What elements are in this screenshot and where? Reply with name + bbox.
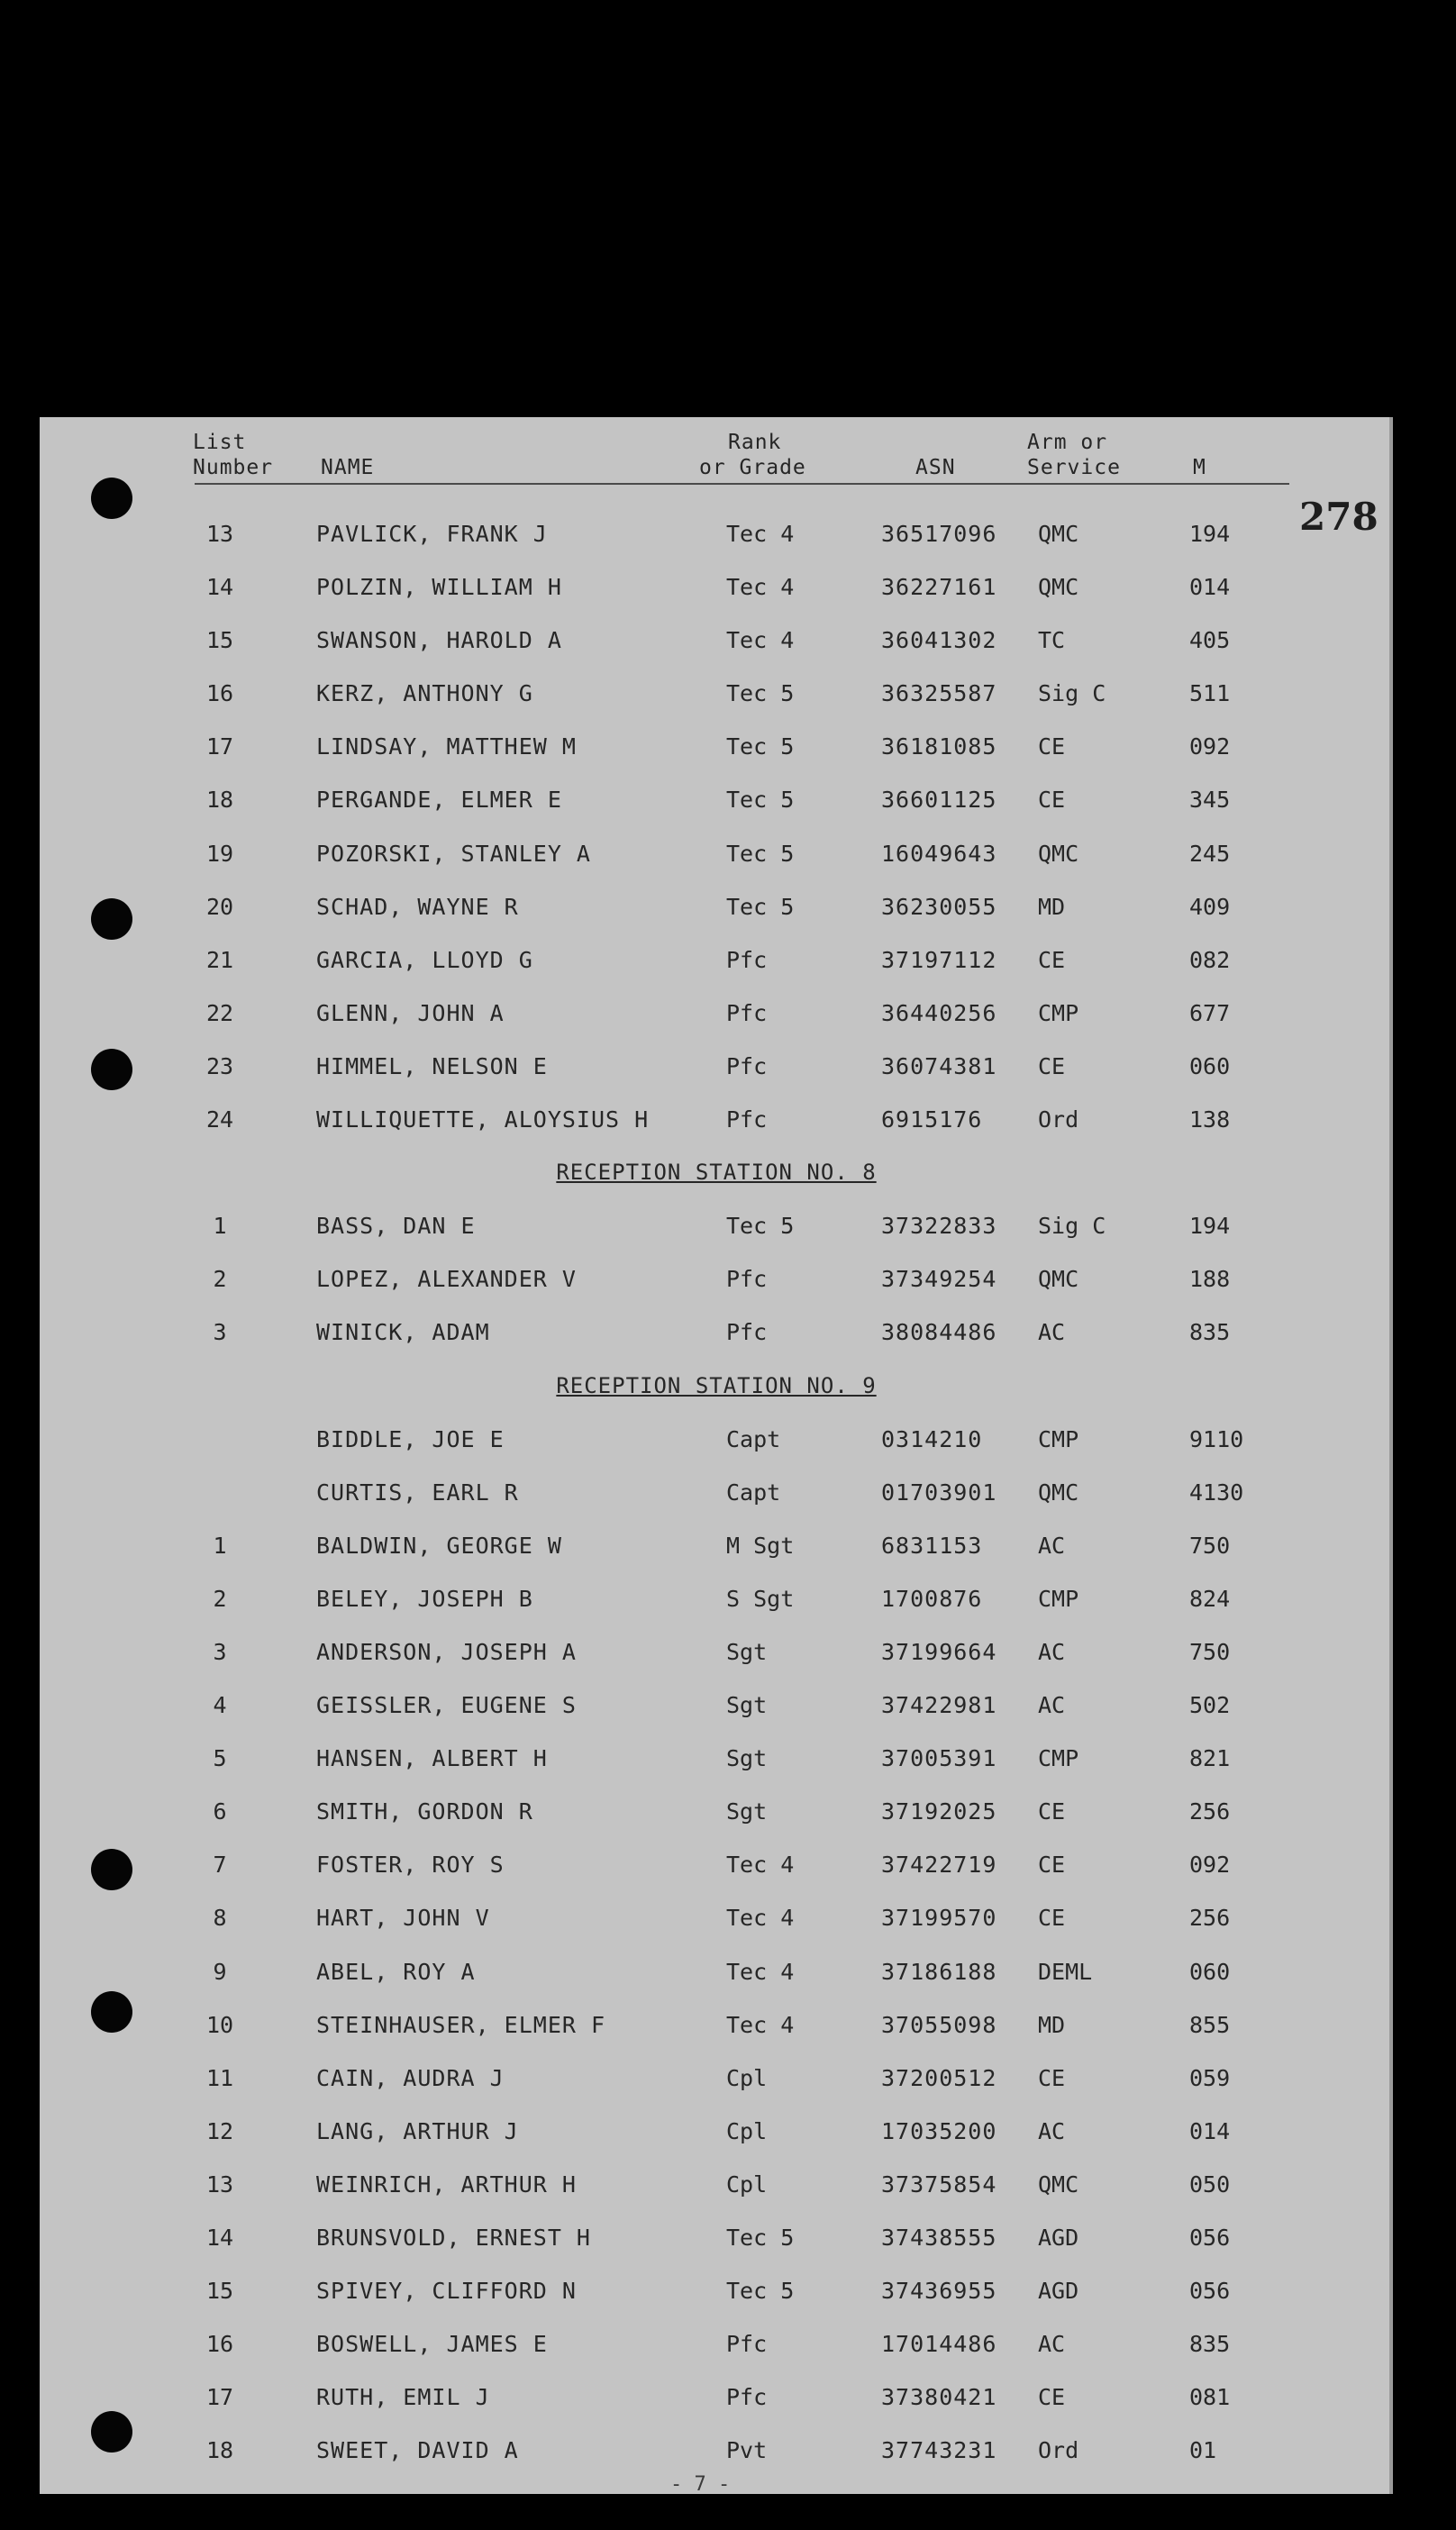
table-row [40, 1785, 1393, 1838]
name-cell: FOSTER, ROY S [316, 1852, 505, 1879]
name-cell: SCHAD, WAYNE R [316, 893, 519, 920]
arm-service-cell: CE [1038, 1052, 1066, 1079]
list-number-cell: 1 [213, 1532, 227, 1559]
code-cell: 056 [1189, 2225, 1231, 2251]
code-cell: 092 [1189, 1852, 1231, 1879]
name-cell: HIMMEL, NELSON E [316, 1052, 548, 1079]
rank-cell: Tec 5 [726, 2225, 795, 2251]
table-row [40, 1572, 1393, 1625]
rank-cell: S Sgt [726, 1585, 795, 1612]
name-cell: GLENN, JOHN A [316, 999, 505, 1026]
name-cell: SWEET, DAVID A [316, 2437, 519, 2464]
arm-service-cell: AGD [1038, 2225, 1079, 2251]
table-row [40, 507, 1393, 560]
name-cell: CURTIS, EARL R [316, 1479, 519, 1506]
list-number-cell: 8 [213, 1905, 227, 1932]
rank-cell: Sgt [726, 1798, 768, 1825]
code-cell: 9110 [1189, 1425, 1244, 1452]
list-number-cell: 13 [205, 521, 234, 547]
list-number-cell: 15 [205, 627, 234, 654]
rank-cell: Tec 4 [726, 1852, 795, 1879]
roster-block-2 [40, 1199, 1393, 1359]
list-number-cell: 23 [205, 1052, 234, 1079]
list-number-cell: 17 [205, 2384, 234, 2411]
name-cell: SMITH, GORDON R [316, 1798, 533, 1825]
code-cell: 092 [1189, 733, 1231, 760]
arm-service-cell: CE [1038, 733, 1066, 760]
name-cell: HANSEN, ALBERT H [316, 1745, 548, 1772]
name-cell: STEINHAUSER, ELMER F [316, 2011, 606, 2038]
code-cell: 835 [1189, 2331, 1231, 2358]
name-cell: BRUNSVOLD, ERNEST H [316, 2225, 591, 2251]
list-number-cell: 9 [213, 1958, 227, 1985]
name-cell: SWANSON, HAROLD A [316, 627, 562, 654]
asn-cell: 37380421 [881, 2384, 997, 2411]
asn-cell: 37197112 [881, 946, 997, 973]
asn-cell: 17035200 [881, 2117, 997, 2144]
list-number-cell: 4 [213, 1692, 227, 1719]
arm-service-cell: AC [1038, 1319, 1066, 1346]
name-cell: POZORSKI, STANLEY A [316, 840, 591, 867]
header-list-number: List Number [193, 431, 274, 479]
name-cell: HART, JOHN V [316, 1905, 490, 1932]
asn-cell: 36074381 [881, 1052, 997, 1079]
table-row [40, 667, 1393, 720]
name-cell: RUTH, EMIL J [316, 2384, 490, 2411]
rank-cell: Sgt [726, 1638, 768, 1665]
asn-cell: 36181085 [881, 733, 997, 760]
table-row [40, 1252, 1393, 1306]
rank-cell: Tec 5 [726, 680, 795, 707]
code-cell: 056 [1189, 2278, 1231, 2305]
header-arm: Arm or Service [1027, 431, 1121, 479]
rank-cell: Pfc [726, 1266, 768, 1293]
code-cell: 4130 [1189, 1479, 1244, 1506]
asn-cell: 0314210 [881, 1425, 983, 1452]
name-cell: WILLIQUETTE, ALOYSIUS H [316, 1106, 650, 1133]
code-cell: 409 [1189, 893, 1231, 920]
asn-cell: 37422719 [881, 1852, 997, 1879]
code-cell: 138 [1189, 1106, 1231, 1133]
asn-cell: 37438555 [881, 2225, 997, 2251]
asn-cell: 36041302 [881, 627, 997, 654]
rank-cell: Tec 4 [726, 2011, 795, 2038]
list-number-cell: 16 [205, 680, 234, 707]
list-number-cell: 16 [205, 2331, 234, 2358]
rank-cell: Pfc [726, 1319, 768, 1346]
page-footer: - 7 - [670, 2473, 731, 2496]
table-row [40, 2424, 1393, 2477]
rank-cell: Pfc [726, 2384, 768, 2411]
list-number-cell: 7 [213, 1852, 227, 1879]
rank-cell: Cpl [726, 2064, 768, 2091]
rank-cell: Tec 5 [726, 893, 795, 920]
list-number-cell: 15 [205, 2278, 234, 2305]
asn-cell: 1700876 [881, 1585, 983, 1612]
rank-cell: Capt [726, 1479, 781, 1506]
arm-service-cell: CMP [1038, 1745, 1079, 1772]
name-cell: WEINRICH, ARTHUR H [316, 2171, 577, 2198]
asn-cell: 17014486 [881, 2331, 997, 2358]
code-cell: 060 [1189, 1052, 1231, 1079]
list-number-cell: 11 [205, 2064, 234, 2091]
arm-service-cell: QMC [1038, 521, 1079, 547]
rank-cell: Tec 5 [726, 733, 795, 760]
table-row [40, 933, 1393, 987]
table-row [40, 2105, 1393, 2158]
arm-service-cell: CE [1038, 1905, 1066, 1932]
asn-cell: 37192025 [881, 1798, 997, 1825]
header-name: NAME [321, 456, 375, 479]
table-row [40, 773, 1393, 826]
rank-cell: Pfc [726, 1052, 768, 1079]
arm-service-cell: CMP [1038, 1425, 1079, 1452]
code-cell: 014 [1189, 2117, 1231, 2144]
code-cell: 082 [1189, 946, 1231, 973]
section-heading [40, 1146, 1393, 1199]
code-cell: 502 [1189, 1692, 1231, 1719]
asn-cell: 37322833 [881, 1213, 997, 1240]
arm-service-cell: CE [1038, 1852, 1066, 1879]
asn-cell: 6831153 [881, 1532, 983, 1559]
name-cell: PERGANDE, ELMER E [316, 787, 562, 814]
rank-cell: Capt [726, 1425, 781, 1452]
asn-cell: 37436955 [881, 2278, 997, 2305]
code-cell: 824 [1189, 1585, 1231, 1612]
asn-cell: 36230055 [881, 893, 997, 920]
rank-cell: Cpl [726, 2171, 768, 2198]
arm-service-cell: AGD [1038, 2278, 1079, 2305]
header-last: M [1193, 456, 1206, 479]
asn-cell: 37199664 [881, 1638, 997, 1665]
code-cell: 750 [1189, 1532, 1231, 1559]
name-cell: LANG, ARTHUR J [316, 2117, 519, 2144]
table-row [40, 880, 1393, 933]
section-title: RECEPTION STATION NO. 8 [556, 1160, 877, 1186]
arm-service-cell: CE [1038, 2384, 1066, 2411]
arm-service-cell: MD [1038, 893, 1066, 920]
code-cell: 245 [1189, 840, 1231, 867]
name-cell: BASS, DAN E [316, 1213, 476, 1240]
arm-service-cell: CE [1038, 787, 1066, 814]
roster [40, 507, 1393, 2477]
arm-service-cell: CMP [1038, 1585, 1079, 1612]
table-row [40, 1466, 1393, 1519]
code-cell: 050 [1189, 2171, 1231, 2198]
rank-cell: Tec 5 [726, 2278, 795, 2305]
code-cell: 511 [1189, 680, 1231, 707]
code-cell: 194 [1189, 521, 1231, 547]
asn-cell: 38084486 [881, 1319, 997, 1346]
table-row [40, 1093, 1393, 1146]
code-cell: 835 [1189, 1319, 1231, 1346]
name-cell: ANDERSON, JOSEPH A [316, 1638, 577, 1665]
asn-cell: 37199570 [881, 1905, 997, 1932]
list-number-cell: 2 [213, 1585, 227, 1612]
list-number-cell: 13 [205, 2171, 234, 2198]
list-number-cell: 3 [213, 1638, 227, 1665]
rank-cell: Tec 5 [726, 840, 795, 867]
table-row [40, 1732, 1393, 1785]
rank-cell: Sgt [726, 1692, 768, 1719]
asn-cell: 6915176 [881, 1106, 983, 1133]
rank-cell: Cpl [726, 2117, 768, 2144]
table-row [40, 1891, 1393, 1944]
code-cell: 405 [1189, 627, 1231, 654]
list-number-cell: 3 [213, 1319, 227, 1346]
rank-cell: Tec 4 [726, 1958, 795, 1985]
asn-cell: 36601125 [881, 787, 997, 814]
table-row [40, 987, 1393, 1040]
rank-cell: Tec 4 [726, 1905, 795, 1932]
asn-cell: 37375854 [881, 2171, 997, 2198]
list-number-cell: 22 [205, 999, 234, 1026]
arm-service-cell: AC [1038, 2331, 1066, 2358]
asn-cell: 36227161 [881, 574, 997, 601]
list-number-cell: 6 [213, 1798, 227, 1825]
table-row [40, 614, 1393, 667]
asn-cell: 36517096 [881, 521, 997, 547]
header-rule [195, 483, 1289, 485]
code-cell: 855 [1189, 2011, 1231, 2038]
code-cell: 750 [1189, 1638, 1231, 1665]
list-number-cell: 20 [205, 893, 234, 920]
name-cell: GARCIA, LLOYD G [316, 946, 533, 973]
asn-cell: 36440256 [881, 999, 997, 1026]
code-cell: 060 [1189, 1958, 1231, 1985]
table-row [40, 2264, 1393, 2317]
rank-cell: Pfc [726, 1106, 768, 1133]
table-row [40, 1306, 1393, 1359]
list-number-cell: 19 [205, 840, 234, 867]
table-row [40, 2158, 1393, 2211]
arm-service-cell: Sig C [1038, 1213, 1106, 1240]
name-cell: GEISSLER, EUGENE S [316, 1692, 577, 1719]
table-row [40, 1519, 1393, 1572]
name-cell: BALDWIN, GEORGE W [316, 1532, 562, 1559]
asn-cell: 37743231 [881, 2437, 997, 2464]
table-row [40, 827, 1393, 880]
code-cell: 014 [1189, 574, 1231, 601]
code-cell: 01 [1189, 2437, 1217, 2464]
name-cell: BIDDLE, JOE E [316, 1425, 505, 1452]
table-row [40, 1199, 1393, 1252]
list-number-cell: 17 [205, 733, 234, 760]
name-cell: SPIVEY, CLIFFORD N [316, 2278, 577, 2305]
name-cell: CAIN, AUDRA J [316, 2064, 505, 2091]
header-asn: ASN [915, 456, 956, 479]
page-number: 278 [1299, 495, 1379, 539]
name-cell: POLZIN, WILLIAM H [316, 574, 562, 601]
name-cell: WINICK, ADAM [316, 1319, 490, 1346]
asn-cell: 36325587 [881, 680, 997, 707]
table-row [40, 1625, 1393, 1679]
list-number-cell: 10 [205, 2011, 234, 2038]
rank-cell: Tec 5 [726, 1213, 795, 1240]
table-row [40, 2317, 1393, 2371]
table-row [40, 720, 1393, 773]
arm-service-cell: AC [1038, 1638, 1066, 1665]
code-cell: 821 [1189, 1745, 1231, 1772]
asn-cell: 37186188 [881, 1958, 997, 1985]
section-title: RECEPTION STATION NO. 9 [556, 1372, 877, 1398]
arm-service-cell: MD [1038, 2011, 1066, 2038]
table-row [40, 1679, 1393, 1732]
code-cell: 345 [1189, 787, 1231, 814]
list-number-cell: 14 [205, 2225, 234, 2251]
arm-service-cell: CMP [1038, 999, 1079, 1026]
arm-service-cell: CE [1038, 946, 1066, 973]
arm-service-cell: QMC [1038, 574, 1079, 601]
rank-cell: Tec 4 [726, 574, 795, 601]
document-page [40, 417, 1393, 2494]
roster-block-3 [40, 1413, 1393, 2478]
asn-cell: 37422981 [881, 1692, 997, 1719]
header-rank: Rank or Grade [699, 431, 806, 479]
arm-service-cell: QMC [1038, 1266, 1079, 1293]
arm-service-cell: QMC [1038, 840, 1079, 867]
table-row [40, 1838, 1393, 1891]
table-row [40, 560, 1393, 614]
list-number-cell: 5 [213, 1745, 227, 1772]
name-cell: BELEY, JOSEPH B [316, 1585, 533, 1612]
roster-block-1 [40, 507, 1393, 1146]
list-number-cell: 12 [205, 2117, 234, 2144]
list-number-cell: 18 [205, 787, 234, 814]
name-cell: ABEL, ROY A [316, 1958, 476, 1985]
list-number-cell: 14 [205, 574, 234, 601]
arm-service-cell: TC [1038, 627, 1066, 654]
asn-cell: 37200512 [881, 2064, 997, 2091]
name-cell: LINDSAY, MATTHEW M [316, 733, 577, 760]
table-row [40, 2371, 1393, 2424]
arm-service-cell: AC [1038, 1532, 1066, 1559]
code-cell: 677 [1189, 999, 1231, 1026]
name-cell: LOPEZ, ALEXANDER V [316, 1266, 577, 1293]
asn-cell: 16049643 [881, 840, 997, 867]
arm-service-cell: Sig C [1038, 680, 1106, 707]
list-number-cell: 2 [213, 1266, 227, 1293]
asn-cell: 37349254 [881, 1266, 997, 1293]
asn-cell: 01703901 [881, 1479, 997, 1506]
arm-service-cell: CE [1038, 1798, 1066, 1825]
table-row [40, 2052, 1393, 2105]
rank-cell: Sgt [726, 1745, 768, 1772]
rank-cell: Pvt [726, 2437, 768, 2464]
name-cell: KERZ, ANTHONY G [316, 680, 533, 707]
table-row [40, 1413, 1393, 1466]
rank-cell: Tec 5 [726, 787, 795, 814]
list-number-cell: 1 [213, 1213, 227, 1240]
list-number-cell: 18 [205, 2437, 234, 2464]
arm-service-cell: AC [1038, 2117, 1066, 2144]
rank-cell: Pfc [726, 2331, 768, 2358]
rank-cell: M Sgt [726, 1532, 795, 1559]
name-cell: BOSWELL, JAMES E [316, 2331, 548, 2358]
rank-cell: Pfc [726, 999, 768, 1026]
rank-cell: Pfc [726, 946, 768, 973]
rank-cell: Tec 4 [726, 627, 795, 654]
asn-cell: 37055098 [881, 2011, 997, 2038]
code-cell: 059 [1189, 2064, 1231, 2091]
code-cell: 256 [1189, 1798, 1231, 1825]
table-row [40, 1998, 1393, 2052]
arm-service-cell: Ord [1038, 2437, 1079, 2464]
arm-service-cell: QMC [1038, 1479, 1079, 1506]
list-number-cell: 24 [205, 1106, 234, 1133]
code-cell: 188 [1189, 1266, 1231, 1293]
arm-service-cell: AC [1038, 1692, 1066, 1719]
arm-service-cell: DEML [1038, 1958, 1093, 1985]
code-cell: 256 [1189, 1905, 1231, 1932]
code-cell: 081 [1189, 2384, 1231, 2411]
table-row [40, 1040, 1393, 1093]
section-heading [40, 1360, 1393, 1413]
code-cell: 194 [1189, 1213, 1231, 1240]
list-number-cell: 21 [205, 946, 234, 973]
arm-service-cell: QMC [1038, 2171, 1079, 2198]
arm-service-cell: CE [1038, 2064, 1066, 2091]
table-row [40, 1945, 1393, 1998]
arm-service-cell: Ord [1038, 1106, 1079, 1133]
table-row [40, 2211, 1393, 2264]
name-cell: PAVLICK, FRANK J [316, 521, 548, 547]
rank-cell: Tec 4 [726, 521, 795, 547]
asn-cell: 37005391 [881, 1745, 997, 1772]
